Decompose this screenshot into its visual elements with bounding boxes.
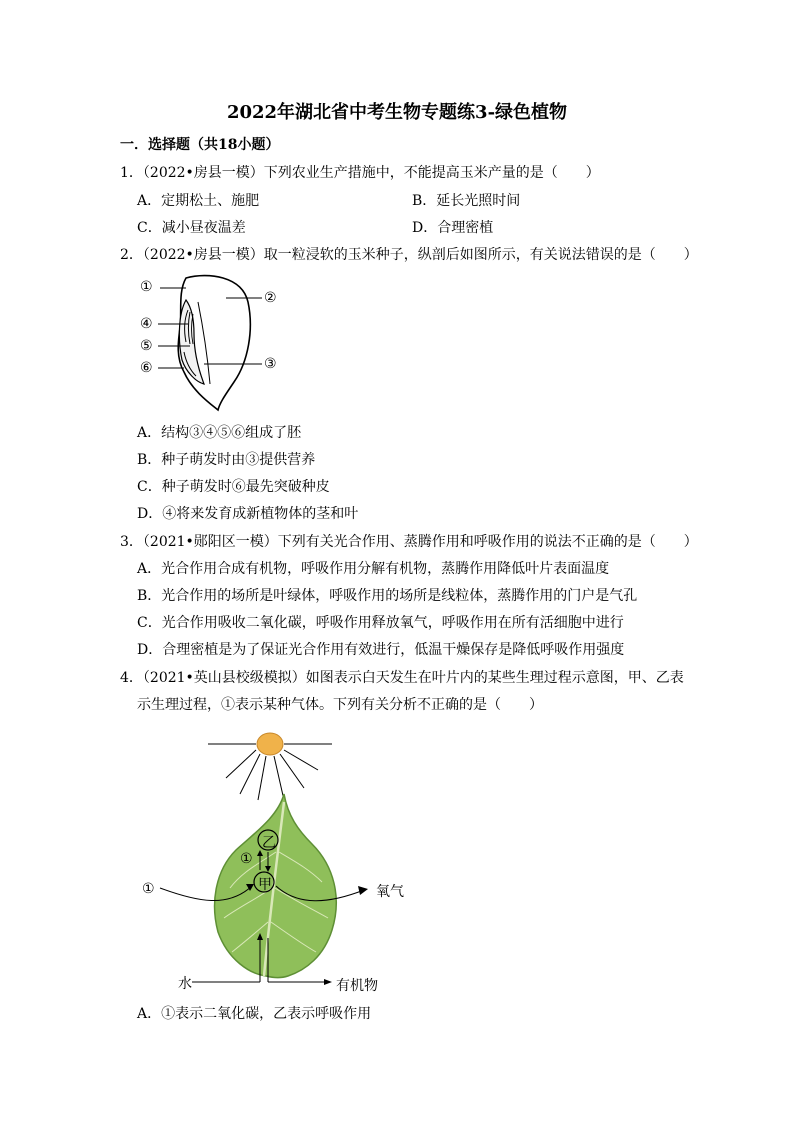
seed-label-5: ⑤ (140, 338, 153, 354)
leaf-label-yi: 乙 (262, 835, 276, 851)
q1-option-b[interactable]: B．延长光照时间 (412, 193, 521, 209)
q3-option-c[interactable]: C．光合作用吸收二氧化碳，呼吸作用释放氧气，呼吸作用在所有活细胞中进行 (137, 615, 624, 631)
question-1-stem: 1．（2022•房县一模）下列农业生产措施中，不能提高玉米产量的是（ ） (120, 165, 600, 181)
q1-option-d[interactable]: D．合理密植 (412, 220, 494, 236)
q4-option-a[interactable]: A．①表示二氧化碳，乙表示呼吸作用 (137, 1006, 372, 1022)
q2-option-b[interactable]: B．种子萌发时由③提供营养 (137, 452, 316, 468)
question-4-stem-line1: 4．（2021•英山县校级模拟）如图表示白天发生在叶片内的某些生理过程示意图，甲、乙表 (120, 670, 684, 686)
q2-option-a[interactable]: A．结构③④⑤⑥组成了胚 (137, 425, 302, 441)
section-heading: 一．选择题（共18小题） (120, 137, 280, 153)
seed-label-6: ⑥ (140, 360, 153, 376)
seed-label-4: ④ (140, 316, 153, 332)
leaf-label-gas-small: ① (240, 851, 253, 867)
q1-option-a[interactable]: A．定期松土、施肥 (137, 193, 260, 209)
q3-option-a[interactable]: A．光合作用合成有机物，呼吸作用分解有机物，蒸腾作用降低叶片表面温度 (137, 561, 610, 577)
leaf-label-water: 水 (178, 976, 192, 992)
q3-option-d[interactable]: D．合理密植是为了保证光合作用有效进行，低温干燥保存是降低呼吸作用强度 (137, 642, 625, 658)
leaf-label-organic: 有机物 (336, 978, 378, 994)
page-title: 2022年湖北省中考生物专题练3-绿色植物 (226, 102, 568, 123)
question-3-stem: 3．（2021•郧阳区一模）下列有关光合作用、蒸腾作用和呼吸作用的说法不正确的是（ ） (120, 534, 698, 550)
question-2-stem: 2．（2022•房县一模）取一粒浸软的玉米种子，纵剖后如图所示，有关说法错误的是（ ） (120, 247, 698, 263)
seed-label-2: ② (264, 290, 277, 306)
q3-option-b[interactable]: B．光合作用的场所是叶绿体，呼吸作用的场所是线粒体，蒸腾作用的门户是气孔 (137, 588, 638, 604)
q2-option-d[interactable]: D．④将来发育成新植物体的茎和叶 (137, 506, 359, 522)
question-4-stem-line2: 示生理过程，①表示某种气体。下列有关分析不正确的是（ ） (137, 697, 543, 713)
leaf-label-gas-left: ① (142, 881, 155, 897)
seed-label-3: ③ (264, 356, 277, 372)
leaf-label-jia: 甲 (258, 877, 272, 893)
q1-option-c[interactable]: C．减小昼夜温差 (137, 220, 246, 236)
q2-option-c[interactable]: C．种子萌发时⑥最先突破种皮 (137, 479, 330, 495)
seed-label-1: ① (140, 279, 153, 295)
leaf-label-oxygen: 氧气 (376, 884, 404, 900)
